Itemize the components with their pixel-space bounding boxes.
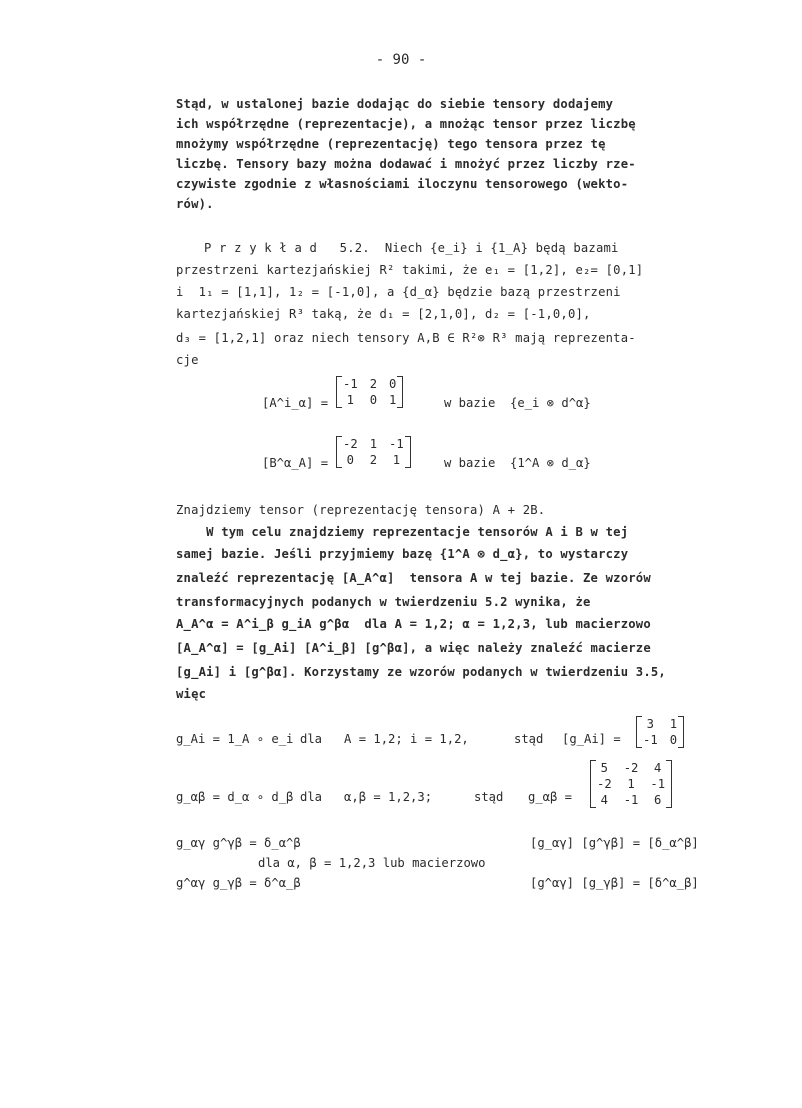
eq2-matrix [590, 760, 672, 808]
eq1-matrix-lhs: [g_Ai] = [562, 732, 621, 746]
body-line-3: znaleźć reprezentację [A_A^α] tensora A w tej bazie. Ze wzorów [176, 571, 651, 585]
body-line-5: A_A^α = A^i_β g_iA g^βα dla A = 1,2; α = 1,2,3, lub macierzowo [176, 617, 651, 631]
matrix-b-cell: 0 [346, 453, 355, 467]
intro-line-3: mnożymy współrzędne (reprezentację) tego tensora przez tę [176, 137, 606, 151]
matrix-a-basis: {e_i ⊗ d^α} [510, 396, 591, 410]
eq2-cell: -1 [650, 777, 666, 791]
matrix-b [336, 436, 411, 468]
eq3-b: g^αγ g_γβ = δ^α_β [176, 876, 301, 890]
eq2-cell: -1 [623, 793, 639, 807]
example-line-4: kartezjańskiej R³ taką, że d₁ = [2,1,0], d₂ = [-1,0,0], [176, 307, 591, 321]
find-line: Znajdziemy tensor (reprezentację tensora) A + 2B. [176, 503, 546, 517]
eq2-cell: 5 [600, 761, 609, 775]
matrix-b-lhs: [B^α_A] = [262, 456, 329, 470]
example-line-3: i 1₁ = [1,1], 1₂ = [-1,0], a {d_α} będzie bazą przestrzeni [176, 285, 621, 299]
eq2-then: stąd [474, 790, 504, 804]
eq1-cell: 0 [669, 733, 678, 747]
matrix-b-cell: 1 [369, 437, 378, 451]
eq1-cond: dla A = 1,2; i = 1,2, [300, 732, 469, 746]
eq1-lhs: g_Ai = 1_A ∘ e_i [176, 732, 294, 746]
matrix-a-cell: 0 [389, 377, 397, 391]
matrix-a-cell: 1 [389, 393, 397, 407]
eq1-matrix [636, 716, 684, 748]
matrix-b-cell: -1 [389, 437, 404, 451]
eq2-cell: 1 [627, 777, 635, 791]
example-line-5: d₃ = [1,2,1] oraz niech tensory A,B ∈ R²⊗ R³ mają reprezenta- [176, 331, 636, 345]
eq1-cell: 1 [669, 717, 678, 731]
eq1-cell: -1 [643, 733, 658, 747]
body-line-2: samej bazie. Jeśli przyjmiemy bazę {1^A ⊗ d_α}, to wystarczy [176, 547, 629, 561]
matrix-b-cell: -2 [343, 437, 358, 451]
eq2-cell: -2 [597, 777, 612, 791]
intro-line-4: liczbę. Tensory bazy można dodawać i mnożyć przez liczby rze- [176, 157, 636, 171]
eq1-cell: 3 [646, 717, 655, 731]
eq3-matrix-a: [g_αγ] [g^γβ] = [δ_α^β] [530, 836, 699, 850]
example-line-1: P r z y k ł a d 5.2. Niech {e_i} i {1_A} będą bazami [204, 241, 619, 255]
matrix-b-cell: 1 [392, 453, 401, 467]
eq2-matrix-lhs: g_αβ = [528, 790, 573, 804]
eq2-lhs: g_αβ = d_α ∘ d_β [176, 790, 294, 804]
body-line-7: [g_Ai] i [g^βα]. Korzystamy ze wzorów podanych w twierdzeniu 3.5, [176, 665, 666, 679]
matrix-a-basis-label: w bazie [444, 396, 496, 410]
example-line-6: cje [176, 353, 199, 367]
body-line-6: [A_A^α] = [g_Ai] [A^i_β] [g^βα], a więc należy znaleźć macierze [176, 641, 651, 655]
eq1-then: stąd [514, 732, 544, 746]
matrix-a-lhs: [A^i_α] = [262, 396, 329, 410]
matrix-a-cell: -1 [343, 377, 358, 391]
eq2-cell: 4 [654, 761, 662, 775]
intro-line-1: Stąd, w ustalonej bazie dodając do siebie tensory dodajemy [176, 97, 614, 111]
matrix-a-cell: 2 [369, 377, 378, 391]
body-line-4: transformacyjnych podanych w twierdzeniu 5.2 wynika, że [176, 595, 591, 609]
page-number: - 90 - [375, 52, 427, 68]
eq2-cell: 6 [654, 793, 662, 807]
matrix-b-basis-label: w bazie [444, 456, 496, 470]
eq2-cell: 4 [600, 793, 609, 807]
intro-line-6: rów). [176, 197, 214, 211]
matrix-a-cell: 0 [369, 393, 378, 407]
eq3-matrix-b: [g^αγ] [g_γβ] = [δ^α_β] [530, 876, 699, 890]
example-line-2: przestrzeni kartezjańskiej R² takimi, że e₁ = [1,2], e₂= [0,1] [176, 263, 644, 277]
body-line-8: więc [176, 687, 207, 701]
matrix-b-cell: 2 [369, 453, 378, 467]
eq2-cell: -2 [623, 761, 639, 775]
intro-line-2: ich współrzędne (reprezentacje), a mnożąc tensor przez liczbę [176, 117, 636, 131]
eq2-cond: dla α,β = 1,2,3; [300, 790, 433, 804]
eq3-a: g_αγ g^γβ = δ_α^β [176, 836, 301, 850]
intro-line-5: czywiste zgodnie z własnościami iloczynu tensorowego (wekto- [176, 177, 629, 191]
eq3-cond: dla α, β = 1,2,3 lub macierzowo [258, 856, 486, 870]
body-line-1: W tym celu znajdziemy reprezentacje tensorów A i B w tej [176, 525, 629, 539]
matrix-b-basis: {1^A ⊗ d_α} [510, 456, 591, 470]
matrix-a [336, 376, 403, 408]
matrix-a-cell: 1 [346, 393, 355, 407]
